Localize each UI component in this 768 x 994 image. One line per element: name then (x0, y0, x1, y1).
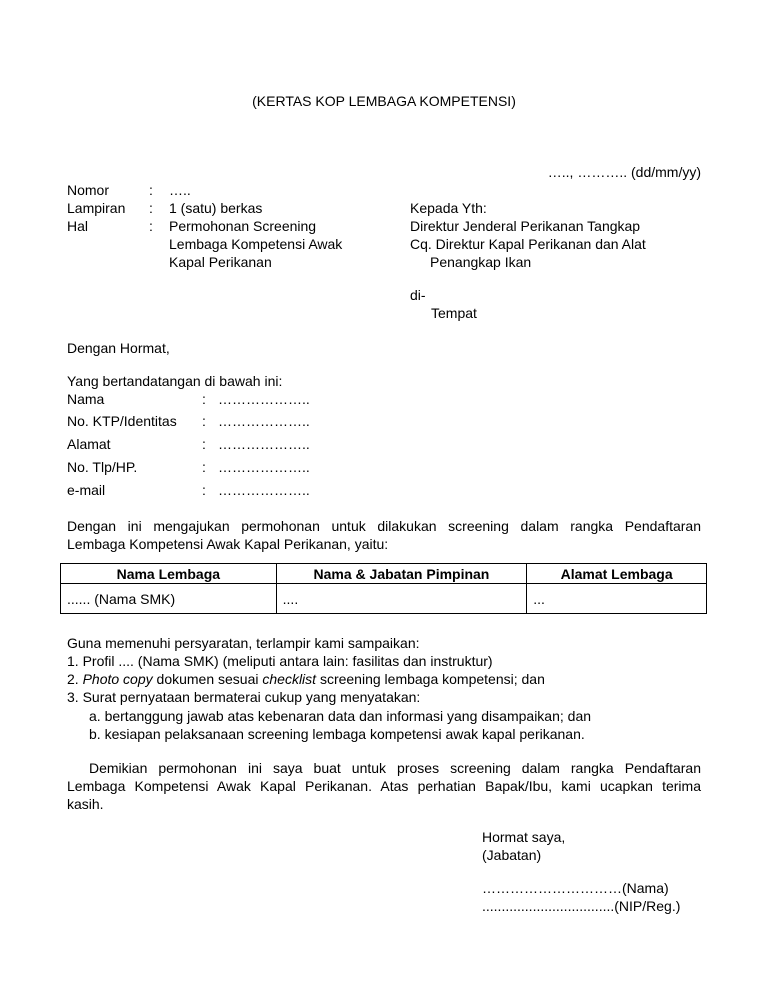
nomor-colon: : (149, 182, 153, 198)
identity-label: No. KTP/Identitas (67, 413, 177, 429)
request-line: Lembaga Kompetensi Awak Kapal Perikanan, yaitu: (67, 536, 389, 552)
hal-colon: : (149, 218, 153, 234)
identity-label: No. Tlp/HP. (67, 459, 138, 475)
requirement-subitem: a. bertanggung jawab atas kebenaran data dan informasi yang disampaikan; dan (89, 708, 592, 724)
signature-nama: …………………………(Nama) (482, 880, 669, 896)
requirement-item: 1. Profil .... (Nama SMK) (meliputi antara lain: fasilitas dan instruktur) (67, 653, 493, 669)
lembaga-table (60, 563, 707, 614)
recipient-kepada: Kepada Yth: (410, 200, 487, 216)
recipient-line: Direktur Jenderal Perikanan Tangkap (410, 218, 641, 234)
identity-value: ……………….. (218, 459, 310, 475)
lampiran-label: Lampiran (67, 200, 126, 216)
table-cell: ... (527, 584, 707, 614)
identity-value: ……………….. (218, 482, 310, 498)
identity-label: e-mail (67, 482, 106, 498)
table-header-row (61, 564, 707, 584)
identity-colon: : (202, 482, 206, 498)
closing-line: Lembaga Kompetensi Awak Kapal Perikanan. Atas perhatian Bapak/Ibu, kami ucapkan terima (67, 778, 701, 794)
kop-title: (KERTAS KOP LEMBAGA KOMPETENSI) (252, 93, 516, 109)
identity-value: ……………….. (218, 413, 310, 429)
requirements-intro: Guna memenuhi persyaratan, terlampir kami sampaikan: (67, 635, 420, 651)
identity-label: Alamat (67, 436, 111, 452)
table-header-cell: Nama & Jabatan Pimpinan (276, 564, 527, 584)
requirement-item-prefix: 2. (67, 671, 83, 687)
identity-colon: : (202, 413, 206, 429)
recipient-tempat: Tempat (431, 305, 477, 321)
identity-value: ……………….. (218, 391, 310, 407)
table-row (61, 584, 707, 614)
identity-colon: : (202, 436, 206, 452)
closing-line: Demikian permohonan ini saya buat untuk proses screening dalam rangka Pendaftaran (89, 760, 701, 776)
requirement-subitem: b. kesiapan pelaksanaan screening lembaga kompetensi awak kapal perikanan. (89, 726, 585, 742)
greeting: Dengan Hormat, (67, 340, 170, 356)
requirement-item: 3. Surat pernyataan bermaterai cukup yang menyatakan: (67, 689, 421, 705)
signature-hormat: Hormat saya, (482, 829, 566, 845)
signature-jabatan: (Jabatan) (482, 847, 542, 863)
table-cell: ...... (Nama SMK) (61, 584, 277, 614)
requirement-item-italic: Photo copy (82, 671, 153, 687)
table-cell: .... (276, 584, 527, 614)
recipient-di: di- (410, 287, 426, 303)
request-line: Dengan ini mengajukan permohonan untuk dilakukan screening dalam rangka Pendaftaran (67, 518, 701, 534)
identity-colon: : (202, 459, 206, 475)
signature-nip: ..................................(NIP/Reg.) (482, 898, 681, 914)
hal-label: Hal (67, 218, 89, 234)
requirement-item (67, 670, 545, 688)
hal-line: Lembaga Kompetensi Awak (169, 236, 343, 252)
nomor-value: ….. (169, 182, 191, 198)
lampiran-colon: : (149, 200, 153, 216)
requirement-item-text: dokumen sesuai (152, 671, 263, 687)
hal-line: Permohonan Screening (169, 218, 317, 234)
table-header-cell: Nama Lembaga (61, 564, 277, 584)
lampiran-value: 1 (satu) berkas (169, 200, 263, 216)
recipient-line: Penangkap Ikan (430, 254, 532, 270)
date-line: ….., ……….. (dd/mm/yy) (547, 164, 701, 180)
hal-line: Kapal Perikanan (169, 254, 272, 270)
nomor-label: Nomor (67, 182, 110, 198)
requirement-item-italic: checklist (262, 671, 317, 687)
table-header-cell: Alamat Lembaga (527, 564, 707, 584)
identity-label: Nama (67, 391, 105, 407)
recipient-line: Cq. Direktur Kapal Perikanan dan Alat (410, 236, 646, 252)
identity-colon: : (202, 391, 206, 407)
requirement-item-text: screening lembaga kompetensi; dan (316, 671, 545, 687)
identity-value: ……………….. (218, 436, 310, 452)
closing-line: kasih. (67, 796, 104, 812)
intro-line: Yang bertandatangan di bawah ini: (67, 373, 283, 389)
